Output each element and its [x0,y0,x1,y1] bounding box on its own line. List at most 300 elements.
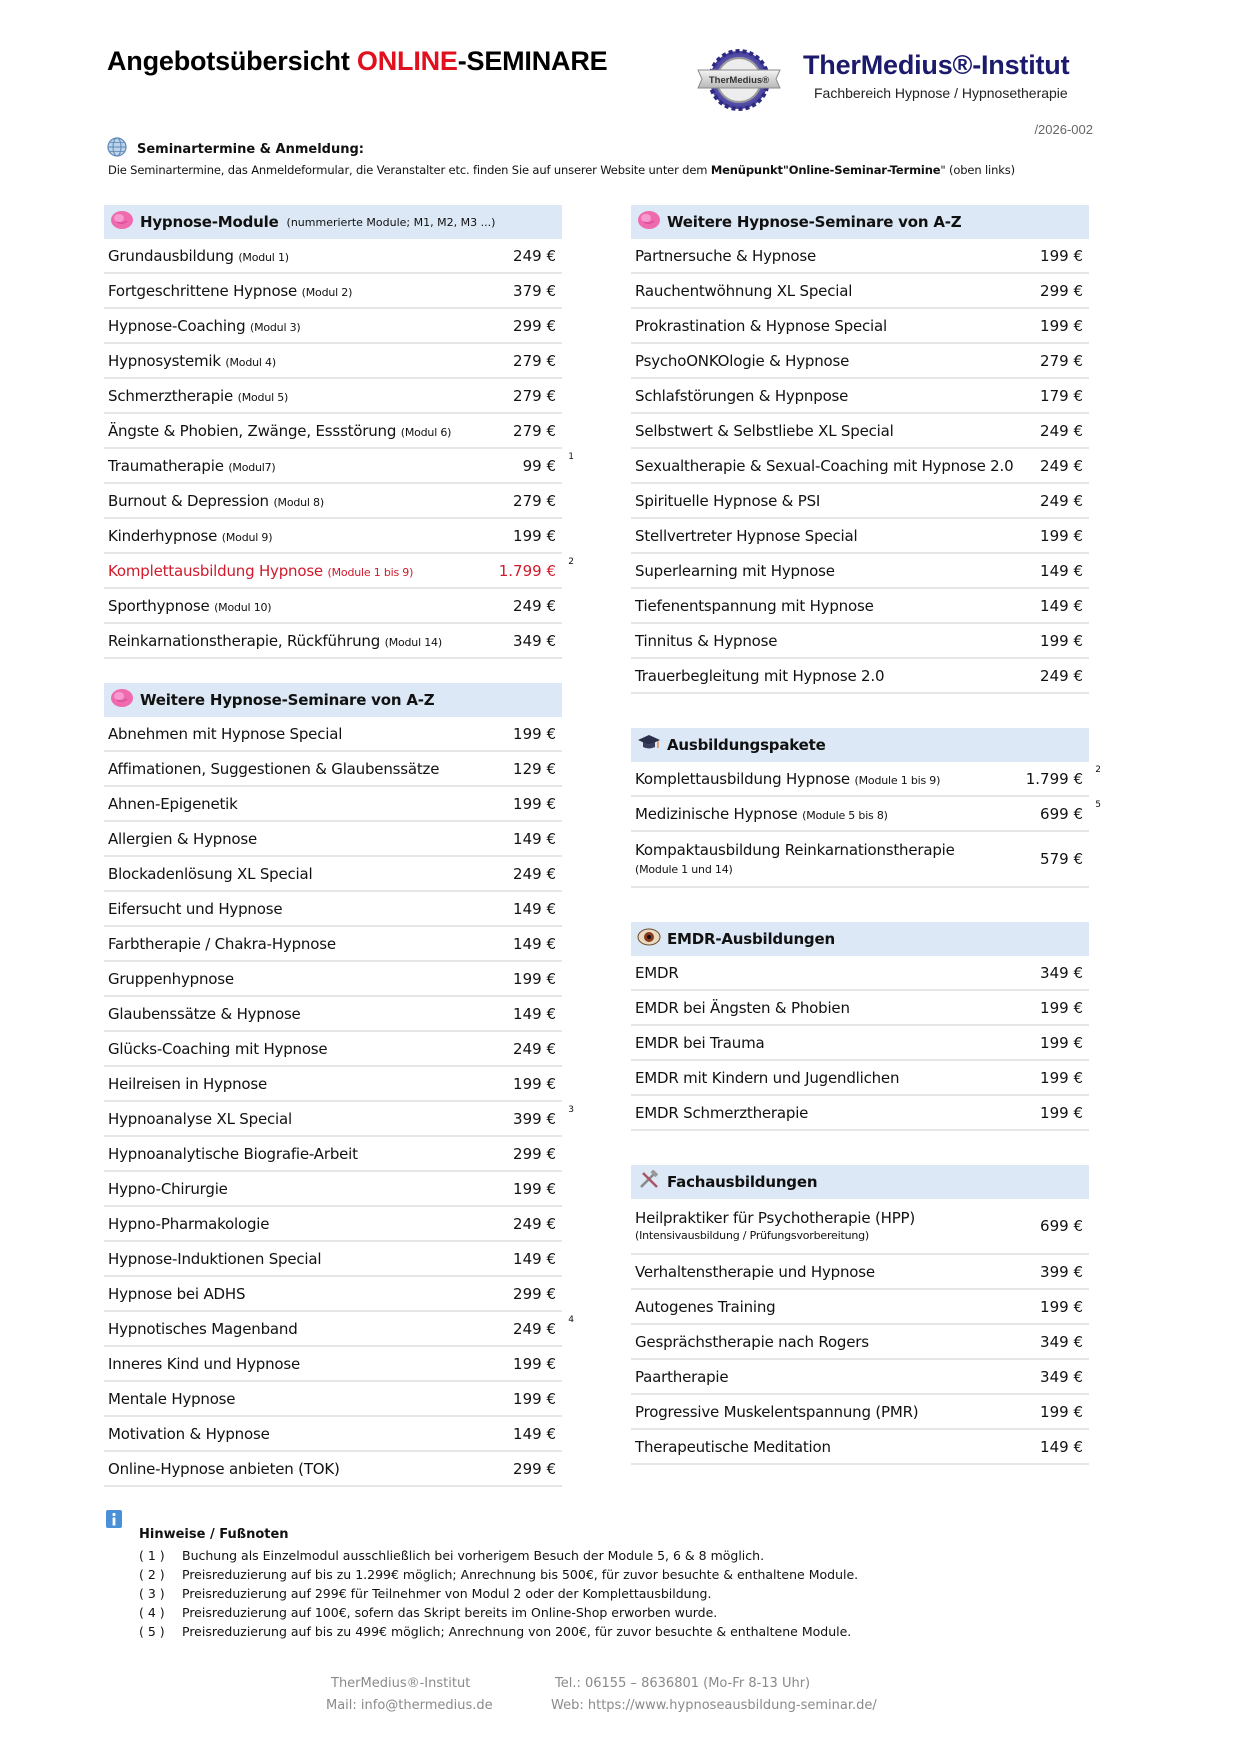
item-name-text: Grundausbildung [108,246,234,265]
item-name-text: Sexualtherapie & Sexual-Coaching mit Hypnose 2.0 [635,456,1014,475]
section-title: Fachausbildungen [667,1173,818,1191]
price-row [104,1172,562,1207]
price-row [104,274,562,309]
item-note: (Modul 1) [238,250,289,264]
item-name [108,1320,298,1338]
price-row [104,997,562,1032]
item-note: (Modul 3) [249,320,301,334]
item-price: 249 € [513,596,556,615]
section-header [631,205,1089,239]
item-name [635,770,940,788]
section-weitere-seminare-left [104,683,574,1487]
eye-icon [637,927,661,951]
item-note: (Modul7) [228,460,276,474]
price-row [631,484,1089,519]
footnotes-title: Hinweise / Fußnoten [139,1527,289,1542]
item-name [635,1208,915,1243]
item-name-text: Partnersuche & Hypnose [635,246,817,265]
item-price: 379 € [513,281,556,300]
item-price: 299 € [1040,281,1083,300]
item-price: 279 € [513,491,556,510]
price-row [104,962,562,997]
price-row [631,239,1089,274]
price-row [104,344,562,379]
section-header [104,205,562,239]
price-row [631,956,1089,991]
price-row [631,589,1089,624]
footer-mail[interactable]: Mail: info@thermedius.de [326,1698,493,1713]
section-hypnose-module [104,205,574,659]
item-price: 249 € [513,1214,556,1233]
logo-badge [694,48,784,112]
footnote-item [139,1548,764,1563]
item-name [108,597,271,615]
item-price: 249 € [1040,456,1083,475]
item-name [108,1460,340,1478]
price-row [631,659,1089,694]
item-name [108,1180,228,1198]
item-name [635,492,820,510]
item-name [108,795,238,813]
item-name-text: Schmerztherapie [108,386,234,405]
footnote-text: Preisreduzierung auf 100€, sofern das Skript bereits im Online-Shop erworben wurde. [182,1605,718,1620]
price-row [631,1199,1089,1255]
item-price: 199 € [1040,1033,1083,1052]
item-name [108,900,282,918]
logo-text: TherMedius® [708,75,770,86]
price-row [104,309,562,344]
item-price: 349 € [1040,1367,1083,1386]
footnote-item [139,1605,717,1620]
price-row [104,1277,562,1312]
page-title [107,46,607,77]
item-name-text: Burnout & Depression [108,491,269,510]
footnote-marker: 4 [568,1315,574,1325]
item-note: (Modul 6) [400,425,452,439]
item-name-text: EMDR [635,963,679,982]
item-name [635,632,777,650]
item-name-text: Superlearning mit Hypnose [635,561,835,580]
price-row [104,717,562,752]
item-name [635,1368,728,1386]
price-row [631,1290,1089,1325]
item-name [108,282,352,300]
item-name-text: Gesprächstherapie nach Rogers [635,1332,869,1351]
footnote-item [139,1567,858,1582]
footer-web[interactable]: Web: https://www.hypnoseausbildung-seminar.de/ [551,1698,877,1713]
item-price: 199 € [1040,246,1083,265]
item-note: (Modul 2) [301,285,353,299]
section-fachausbildungen [631,1165,1089,1465]
item-name-text: Sporthypnose [108,596,215,615]
item-note: (Intensivausbildung / Prüfungsvorbereitung) [635,1228,870,1242]
price-row [104,1347,562,1382]
item-note: (Modul 14) [384,635,442,649]
price-row [104,624,562,659]
section-emdr [631,922,1089,1131]
menu-item-reference: Menüpunkt"Online-Seminar-Termine [710,163,941,177]
tools-icon [637,1170,661,1194]
item-price: 199 € [1040,998,1083,1017]
item-price: 149 € [1040,561,1083,580]
item-name-text: Glaubenssätze & Hypnose [108,1004,301,1023]
item-name-text: Hypnoanalyse XL Special [108,1109,292,1128]
item-name [635,1263,875,1281]
item-name-text: EMDR bei Trauma [635,1033,765,1052]
item-name-text: Ängste & Phobien, Zwänge, Essstörung [108,421,397,440]
item-note: (Modul 4) [225,355,276,369]
item-name-text: Heilpraktiker für Psychotherapie (HPP) [635,1209,916,1228]
item-name [108,970,234,988]
item-price: 699 € [1040,1217,1083,1235]
item-price: 99 € [522,456,556,475]
item-name-text: Medizinische Hypnose [635,804,798,823]
price-row [104,1452,562,1487]
item-name [108,1040,327,1058]
right-column [631,205,1101,1465]
section-ausbildungspakete [631,728,1101,888]
price-row [104,519,562,554]
section-header [104,683,562,717]
item-name [635,1034,764,1052]
item-name [635,964,679,982]
item-price: 199 € [513,1354,556,1373]
item-name [635,1298,775,1316]
item-price: 249 € [513,246,556,265]
item-note: (Module 1 und 14) [635,863,733,876]
item-name [635,1333,869,1351]
section-subtitle: (nummerierte Module; M1, M2, M3 ...) [286,215,496,229]
item-price: 199 € [1040,1103,1083,1122]
item-price: 199 € [513,794,556,813]
item-price: 279 € [513,386,556,405]
price-row [631,1430,1089,1465]
section-title: EMDR-Ausbildungen [667,930,835,948]
item-name-text: Glücks-Coaching mit Hypnose [108,1039,328,1058]
footnote-text: Buchung als Einzelmodul ausschließlich bei vorherigem Besuch der Module 5, 6 & 8 möglich. [182,1548,765,1563]
item-name-text: Hypno-Chirurgie [108,1179,228,1198]
item-name [108,632,442,650]
title-text: Angebotsübersicht [107,46,357,76]
item-note: (Module 1 bis 9) [854,773,941,787]
item-name-text: Selbstwert & Selbstliebe XL Special [635,421,894,440]
item-name [108,1425,270,1443]
item-name [108,352,276,370]
footnote-text: Preisreduzierung auf bis zu 499€ möglich; Anrechnung von 200€, für zuvor besuchte & enthaltene Module. [182,1624,852,1639]
item-name [635,597,874,615]
item-price: 299 € [513,1284,556,1303]
item-name [635,387,848,405]
item-price: 279 € [513,421,556,440]
item-price: 349 € [1040,1332,1083,1351]
footnote-item [139,1586,711,1601]
price-row [104,1417,562,1452]
footnote-number: ( 3 ) [139,1586,165,1601]
price-row [631,624,1089,659]
section-header [631,1165,1089,1199]
brand-subtitle: Fachbereich Hypnose / Hypnosetherapie [814,85,1068,101]
item-price: 249 € [513,864,556,883]
footnote-marker: 3 [568,1105,574,1115]
item-price: 199 € [1040,1068,1083,1087]
item-name [635,317,887,335]
item-name-text: Hypnose bei ADHS [108,1284,246,1303]
price-row [631,1325,1089,1360]
title-text-suffix: -SEMINARE [457,46,608,76]
item-name [108,387,288,405]
item-name-text: EMDR Schmerztherapie [635,1103,809,1122]
item-price: 199 € [1040,1297,1083,1316]
item-name [635,805,888,823]
item-name [108,935,336,953]
item-name [108,830,257,848]
item-name-text: Hypnose-Coaching [108,316,250,335]
price-row [631,1395,1089,1430]
item-name-text: Komplettausbildung Hypnose [108,561,323,580]
price-row [104,589,562,624]
footer-institute: TherMedius®-Institut [331,1676,471,1691]
item-name-text: Hypnosystemik [108,351,226,370]
item-name [108,317,301,335]
item-price: 199 € [1040,1402,1083,1421]
info-text [108,163,1015,177]
price-row [104,1102,574,1137]
price-row [631,554,1089,589]
item-name-text: Hypnose-Induktionen Special [108,1249,322,1268]
item-price: 249 € [513,1319,556,1338]
item-name-text: Inneres Kind und Hypnose [108,1354,301,1373]
item-name-text: Kompaktausbildung Reinkarnationstherapie [635,841,955,859]
item-note: (Modul 8) [273,495,324,509]
footnote-marker: 5 [1095,800,1101,810]
price-row [631,1360,1089,1395]
item-name-text: Prokrastination & Hypnose Special [635,316,887,335]
info-icon [106,1510,122,1532]
section-header [631,728,1089,762]
section-weitere-seminare-right [631,205,1089,694]
price-row [104,554,574,589]
item-name-text: Paartherapie [635,1367,729,1386]
item-name [108,1355,300,1373]
item-name-text: Blockadenlösung XL Special [108,864,313,883]
item-price: 149 € [1040,1437,1083,1456]
item-name-text: Trauerbegleitung mit Hypnose 2.0 [635,666,885,685]
price-row [104,449,574,484]
item-name-text: EMDR mit Kindern und Jugendlichen [635,1068,900,1087]
item-name [108,865,312,883]
item-name-text: Affimationen, Suggestionen & Glaubenssätze [108,759,440,778]
item-name-text: Reinkarnationstherapie, Rückführung [108,631,381,650]
item-name-text: Mentale Hypnose [108,1389,236,1408]
price-row [104,857,562,892]
item-name-text: EMDR bei Ängsten & Phobien [635,998,850,1017]
item-name-text: Tinnitus & Hypnose [635,631,778,650]
section-title: Weitere Hypnose-Seminare von A-Z [140,691,435,709]
item-name [635,999,850,1017]
item-name [108,725,342,743]
price-row [631,274,1089,309]
footnote-number: ( 5 ) [139,1624,165,1639]
price-row [631,309,1089,344]
item-price: 249 € [1040,421,1083,440]
price-row [631,1096,1089,1131]
item-name [635,352,849,370]
item-price: 579 € [1040,850,1083,868]
item-name [108,1145,358,1163]
item-note: (Modul 5) [237,390,289,404]
item-name-text: Schlafstörungen & Hypnpose [635,386,849,405]
item-name [635,422,894,440]
item-price: 699 € [1040,804,1083,823]
item-name [635,841,990,877]
footnote-number: ( 2 ) [139,1567,165,1582]
item-name [635,1069,899,1087]
price-row [104,752,562,787]
info-text-end: " (oben links) [940,163,1015,177]
item-price: 179 € [1040,386,1083,405]
item-name [635,562,835,580]
item-note: (Module 5 bis 8) [802,808,888,822]
item-name-text: Online-Hypnose anbieten (TOK) [108,1459,340,1478]
brand-name: TherMedius®-Institut [803,50,1070,80]
price-row [631,344,1089,379]
title-highlight: ONLINE [356,46,458,76]
item-name [635,1104,808,1122]
price-row [631,379,1089,414]
item-price: 149 € [513,1249,556,1268]
item-name [108,457,276,475]
section-header [631,922,1089,956]
item-name-text: Spirituelle Hypnose & PSI [635,491,821,510]
price-row [631,991,1089,1026]
price-row [631,762,1101,797]
footnote-text: Preisreduzierung auf 299€ für Teilnehmer von Modul 2 oder der Komplettausbildung. [182,1586,712,1601]
item-name [108,1005,301,1023]
price-row [631,1026,1089,1061]
item-name [108,1250,321,1268]
info-text-start: Die Seminartermine, das Anmeldeformular, die Veranstalter etc. finden Sie auf unserer Website unter dem [108,163,711,177]
footer-phone: Tel.: 06155 – 8636801 (Mo-Fr 8-13 Uhr) [555,1676,811,1691]
item-name-text: Motivation & Hypnose [108,1424,270,1443]
item-name-text: Stellvertreter Hypnose Special [635,526,858,545]
item-name-text: Heilreisen in Hypnose [108,1074,268,1093]
info-title: Seminartermine & Anmeldung: [137,141,364,157]
item-name-text: Abnehmen mit Hypnose Special [108,724,343,743]
item-price: 199 € [513,969,556,988]
item-price: 199 € [1040,316,1083,335]
item-price: 1.799 € [1025,769,1083,788]
section-title: Hypnose-Module [140,213,279,231]
price-row [104,484,562,519]
item-price: 129 € [513,759,556,778]
item-name [108,1215,269,1233]
price-row [631,797,1101,832]
price-row [104,787,562,822]
section-title: Weitere Hypnose-Seminare von A-Z [667,213,962,231]
footnote-marker: 1 [568,452,574,462]
graduation-cap-icon [637,733,661,757]
item-name-text: Fortgeschrittene Hypnose [108,281,298,300]
item-name [635,667,884,685]
item-name-text: Farbtherapie / Chakra-Hypnose [108,934,336,953]
item-name [108,527,272,545]
item-note: (Modul 10) [214,600,272,614]
item-name [635,282,852,300]
price-row [104,1312,574,1347]
item-name [108,247,289,265]
item-name-text: Autogenes Training [635,1297,776,1316]
brain-icon [110,210,134,234]
price-row [631,1255,1089,1290]
item-price: 199 € [513,1179,556,1198]
item-name [108,492,324,510]
item-price: 249 € [513,1039,556,1058]
item-price: 199 € [513,1074,556,1093]
item-name-text: Hypnotisches Magenband [108,1319,298,1338]
price-row [104,1382,562,1417]
item-name-text: Eifersucht und Hypnose [108,899,283,918]
item-price: 249 € [1040,666,1083,685]
brain-icon [637,210,661,234]
info-heading [107,137,364,161]
item-name-text: Hypno-Pharmakologie [108,1214,270,1233]
item-name-text: PsychoONKOlogie & Hypnose [635,351,850,370]
price-row [104,1242,562,1277]
item-note: (Module 1 bis 9) [327,565,414,579]
item-price: 199 € [513,724,556,743]
item-name [635,247,816,265]
price-row [631,449,1089,484]
item-name [108,760,439,778]
item-price: 279 € [513,351,556,370]
price-row [104,892,562,927]
item-name [108,562,413,580]
price-row [631,1061,1089,1096]
item-name-text: Kinderhypnose [108,526,218,545]
price-row [631,414,1089,449]
price-row [104,379,562,414]
item-price: 349 € [513,631,556,650]
item-price: 1.799 € [498,561,556,580]
item-name-text: Rauchentwöhnung XL Special [635,281,853,300]
footnote-number: ( 4 ) [139,1605,165,1620]
item-price: 299 € [513,1144,556,1163]
item-price: 149 € [1040,596,1083,615]
item-price: 249 € [1040,491,1083,510]
item-name-text: Komplettausbildung Hypnose [635,769,850,788]
brain-icon [110,688,134,712]
price-row [104,1207,562,1242]
globe-icon [107,137,127,161]
item-price: 199 € [1040,526,1083,545]
footnote-marker: 2 [1095,765,1101,775]
price-row [104,414,562,449]
item-price: 149 € [513,934,556,953]
footnote-marker: 2 [568,557,574,567]
left-column [104,205,574,1487]
price-row [104,1032,562,1067]
footnote-text: Preisreduzierung auf bis zu 1.299€ möglich; Anrechnung bis 500€, für zuvor besuchte & enthaltene Module. [182,1567,859,1582]
item-price: 199 € [513,1389,556,1408]
item-name [635,1438,831,1456]
item-note: (Modul 9) [221,530,273,544]
item-price: 199 € [1040,631,1083,650]
item-name [108,1390,235,1408]
footnote-item [139,1624,851,1639]
item-name-text: Traumatherapie [108,456,224,475]
document-number: /2026-002 [1034,122,1093,137]
item-price: 399 € [1040,1262,1083,1281]
